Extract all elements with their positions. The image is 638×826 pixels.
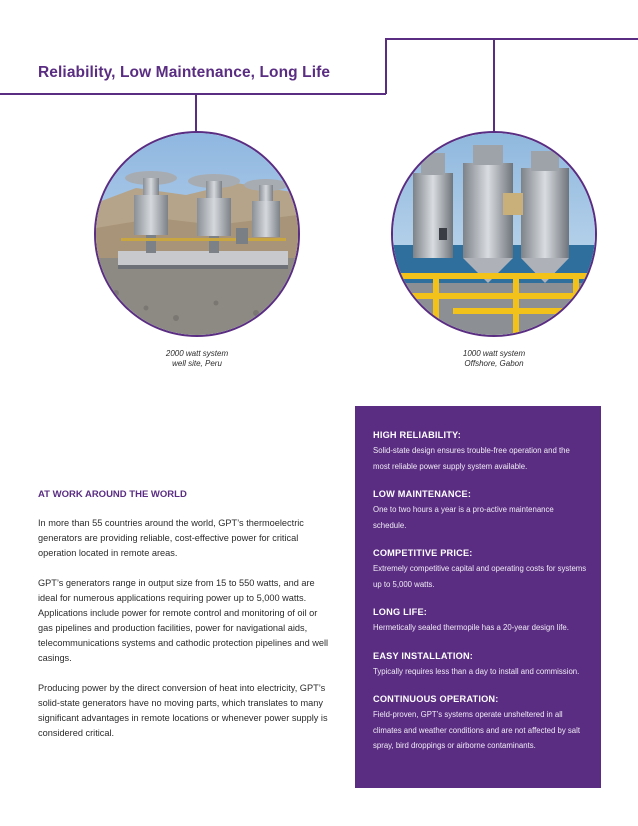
photo-connector-left <box>195 93 197 133</box>
feature-text: Typically requires less than a day to install and commission. <box>373 666 580 676</box>
caption-line-2: well site, Peru <box>172 359 222 368</box>
header-rule-top <box>385 38 638 40</box>
feature-text: One to two hours a year is a pro-active maintenance schedule. <box>373 505 554 530</box>
feature-text: Extremely competitive capital and operating costs for systems up to 5,000 watts. <box>373 564 587 589</box>
feature-title: LOW MAINTENANCE: <box>373 489 472 499</box>
feature-high-reliability <box>373 430 587 474</box>
feature-competitive-price <box>373 548 587 592</box>
feature-text: Solid-state design ensures trouble-free operation and the most reliable power supply system available. <box>373 446 570 471</box>
generator-site-illustration <box>96 133 298 335</box>
paragraph: GPT’s generators range in output size from 15 to 550 watts, and are ideal for numerous applications requiring power up to 5,000 watts. Applications include power for remote control and monitoring of oil or gas pipelines and production facilities, power for navigational aids, telecommunications systems and cathodic protection pipelines and well casings. <box>38 578 329 663</box>
feature-title: COMPETITIVE PRICE: <box>373 548 473 558</box>
feature-title: EASY INSTALLATION: <box>373 650 474 661</box>
feature-title: CONTINUOUS OPERATION: <box>373 694 499 704</box>
section-title: AT WORK AROUND THE WORLD <box>38 489 187 500</box>
caption-line-1: 1000 watt system <box>462 349 526 358</box>
feature-title: LONG LIFE: <box>373 607 428 617</box>
caption-line-2: Offshore, Gabon <box>464 359 524 368</box>
page-title: Reliability, Low Maintenance, Long Life <box>38 64 331 81</box>
feature-title: HIGH RELIABILITY: <box>373 430 461 440</box>
feature-long-life <box>373 607 587 636</box>
features-panel <box>355 406 601 788</box>
header-rule-riser <box>385 38 387 94</box>
photo-peru-well-site <box>94 131 300 337</box>
paragraph: Producing power by the direct conversion of heat into electricity, GPT’s solid-state generators have no moving parts, which translates to many significant advantages in remote locations or whenever power supply is considered critical. <box>38 683 328 738</box>
photo-connector-right <box>493 38 495 133</box>
feature-continuous-operation <box>373 694 587 754</box>
feature-low-maintenance <box>373 489 587 533</box>
paragraph: In more than 55 countries around the world, GPT’s thermoelectric generators are providing reliable, cost-effective power for critical operation located in remote areas. <box>38 518 304 558</box>
photo-offshore-gabon <box>391 131 597 337</box>
caption-line-1: 2000 watt system <box>165 349 229 358</box>
header-rule-bottom <box>0 93 386 95</box>
feature-text: Hermetically sealed thermopile has a 20-year design life. <box>373 623 569 632</box>
section-body <box>38 516 333 756</box>
feature-text: Field-proven, GPT’s systems operate unsheltered in all climates and weather conditions and are not affected by salt spray, bird droppings or airborne contaminants. <box>373 710 581 750</box>
feature-easy-installation <box>373 651 587 680</box>
photo-caption-peru <box>117 349 277 369</box>
photo-caption-gabon <box>414 349 574 369</box>
offshore-platform-illustration <box>393 133 595 335</box>
